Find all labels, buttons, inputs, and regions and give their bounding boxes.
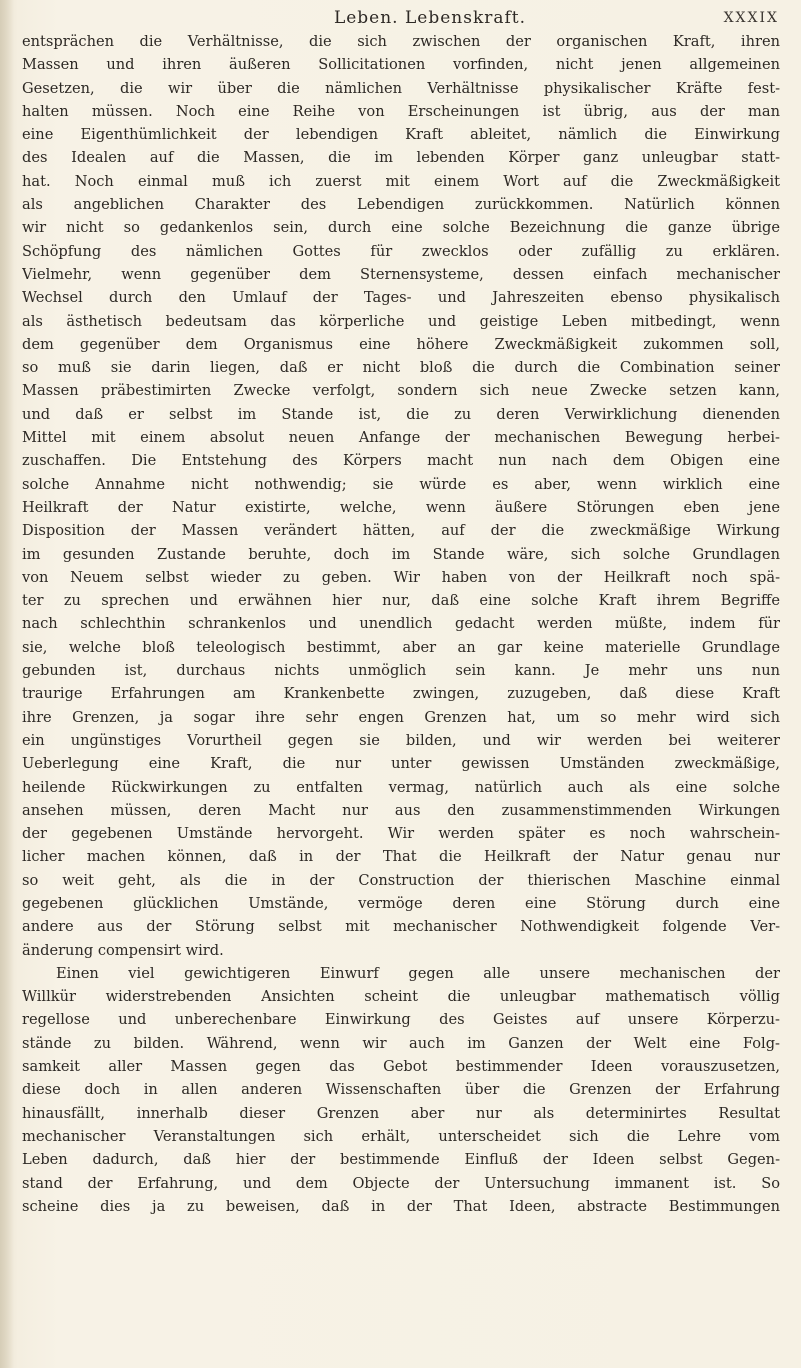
text-line: solche Annahme nicht nothwendig; sie würde es aber, wenn wirklich eine	[22, 475, 780, 493]
text-line: heilende Rückwirkungen zu entfalten vermag, natürlich auch als eine solche	[22, 778, 780, 796]
text-line: hinausfällt, innerhalb dieser Grenzen aber nur als determinirtes Resultat	[22, 1104, 780, 1122]
text-line: traurige Erfahrungen am Krankenbette zwingen, zuzugeben, daß diese Kraft	[22, 685, 780, 703]
text-line: Massen präbestimirten Zwecke verfolgt, sondern sich neue Zwecke setzen kann,	[22, 382, 780, 400]
text-line: hat. Noch einmal muß ich zuerst mit einem Wort auf die Zweckmäßigkeit	[22, 172, 780, 190]
text-line: des Idealen auf die Massen, die im lebenden Körper ganz unleugbar statt-	[22, 149, 780, 167]
text-line: nach schlechthin schrankenlos und unendlich gedacht werden müßte, indem für	[22, 615, 780, 633]
text-line: so muß sie darin liegen, daß er nicht bloß die durch die Combination seiner	[22, 359, 780, 377]
text-line: mechanischer Veranstaltungen sich erhält, unterscheidet sich die Lehre vom	[22, 1127, 780, 1145]
text-line: ansehen müssen, deren Macht nur aus den zusammenstimmenden Wirkungen	[22, 801, 780, 819]
text-line: Massen und ihren äußeren Sollicitationen vorfinden, nicht jenen allgemeinen	[22, 56, 780, 74]
text-line: Wechsel durch den Umlauf der Tages- und Jahreszeiten ebenso physikalisch	[22, 289, 780, 307]
text-line: licher machen können, daß in der That die Heilkraft der Natur genau nur	[22, 848, 780, 866]
text-line: Heilkraft der Natur existirte, welche, wenn äußere Störungen eben jene	[22, 498, 780, 516]
text-line: ein ungünstiges Vorurtheil gegen sie bilden, und wir werden bei weiterer	[22, 731, 780, 749]
text-line: so weit geht, als die in der Construction der thierischen Maschine einmal	[22, 871, 780, 889]
text-line: änderung compensirt wird.	[22, 941, 224, 959]
text-line: stände zu bilden. Während, wenn wir auch im Ganzen der Welt eine Folg-	[22, 1034, 780, 1052]
text-line: Disposition der Massen verändert hätten, auf der die zweckmäßige Wirkung	[22, 522, 780, 540]
text-line: Willkür widerstrebenden Ansichten scheint die unleugbar mathematisch völlig	[22, 988, 780, 1006]
text-line: entsprächen die Verhältnisse, die sich zwischen der organischen Kraft, ihren	[22, 33, 780, 50]
text-line: stand der Erfahrung, und dem Objecte der Untersuchung immanent ist. So	[22, 1174, 780, 1192]
text-line: wir nicht so gedankenlos sein, durch eine solche Bezeichnung die ganze übrige	[22, 219, 780, 237]
body-text	[22, 30, 780, 1360]
text-line: von Neuem selbst wieder zu geben. Wir haben von der Heilkraft noch spä-	[22, 568, 780, 586]
text-line: gegebenen glücklichen Umstände, vermöge deren eine Störung durch eine	[22, 894, 780, 912]
text-line: Leben dadurch, daß hier der bestimmende Einfluß der Ideen selbst Gegen-	[22, 1151, 780, 1169]
text-line: im gesunden Zustande beruhte, doch im Stande wäre, sich solche Grundlagen	[22, 545, 780, 563]
running-head: Leben. Lebenskraft.	[333, 8, 527, 28]
text-line: andere aus der Störung selbst mit mechanischer Nothwendigkeit folgende Ver-	[22, 918, 780, 936]
text-line: scheine dies ja zu beweisen, daß in der That Ideen, abstracte Bestimmungen	[22, 1197, 780, 1215]
text-line: dem gegenüber dem Organismus eine höhere Zweckmäßigkeit zukommen soll,	[22, 335, 780, 353]
text-line: halten müssen. Noch eine Reihe von Erscheinungen ist übrig, aus der man	[22, 102, 780, 120]
page-number: XXXIX	[723, 10, 779, 26]
text-line: und daß er selbst im Stande ist, die zu deren Verwirklichung dienenden	[22, 405, 780, 423]
text-line: zuschaffen. Die Entstehung des Körpers macht nun nach dem Obigen eine	[22, 452, 780, 470]
text-line: gebunden ist, durchaus nichts unmöglich sein kann. Je mehr uns nun	[22, 662, 780, 680]
text-line: regellose und unberechenbare Einwirkung des Geistes auf unsere Körperzu-	[22, 1011, 780, 1029]
binding-gutter-shadow	[0, 0, 14, 1368]
text-line: als angeblichen Charakter des Lebendigen zurückkommen. Natürlich können	[22, 196, 780, 214]
text-line: Einen viel gewichtigeren Einwurf gegen alle unsere mechanischen der	[56, 964, 780, 982]
text-line: eine Eigenthümlichkeit der lebendigen Kraft ableitet, nämlich die Einwirkung	[22, 126, 780, 144]
text-line: Ueberlegung eine Kraft, die nur unter gewissen Umständen zweckmäßige,	[22, 755, 780, 773]
page-header	[0, 6, 801, 28]
text-line: samkeit aller Massen gegen das Gebot bestimmender Ideen vorauszusetzen,	[22, 1058, 780, 1076]
text-line: Mittel mit einem absolut neuen Anfange der mechanischen Bewegung herbei-	[22, 429, 780, 447]
text-line: als ästhetisch bedeutsam das körperliche und geistige Leben mitbedingt, wenn	[22, 312, 780, 330]
text-line: Schöpfung des nämlichen Gottes für zwecklos oder zufällig zu erklären.	[22, 242, 780, 260]
text-line: sie, welche bloß teleologisch bestimmt, aber an gar keine materielle Grundlage	[22, 638, 780, 656]
text-line: der gegebenen Umstände hervorgeht. Wir werden später es noch wahrschein-	[22, 825, 780, 843]
text-line: Vielmehr, wenn gegenüber dem Sternensysteme, dessen einfach mechanischer	[22, 265, 780, 283]
text-line: diese doch in allen anderen Wissenschaften über die Grenzen der Erfahrung	[22, 1081, 780, 1099]
text-line: ihre Grenzen, ja sogar ihre sehr engen Grenzen hat, um so mehr wird sich	[22, 708, 780, 726]
text-line: Gesetzen, die wir über die nämlichen Verhältnisse physikalischer Kräfte fest-	[22, 79, 780, 97]
text-line: ter zu sprechen und erwähnen hier nur, daß eine solche Kraft ihrem Begriffe	[22, 592, 780, 610]
